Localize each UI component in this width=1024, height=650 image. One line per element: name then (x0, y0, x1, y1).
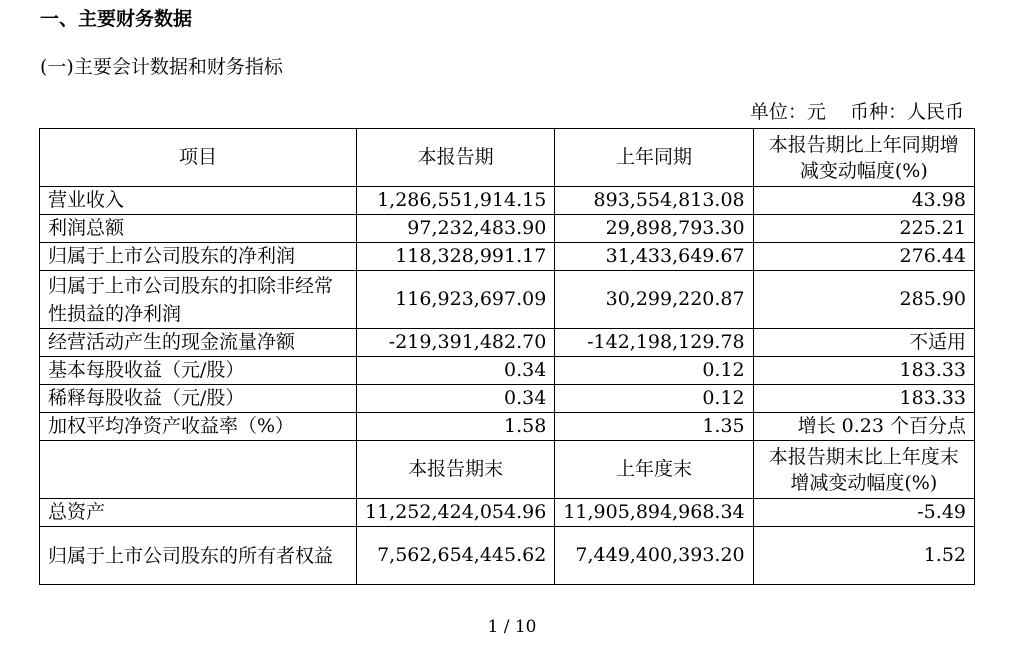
table-row (40, 187, 975, 215)
table-row (40, 329, 975, 357)
unit-currency-line: 单位：元 币种：人民币 (749, 101, 964, 123)
table-row (40, 413, 975, 441)
row-current: 118,328,991.17 (357, 243, 555, 271)
row-current: 7,562,654,445.62 (357, 527, 555, 585)
table-header-row (40, 129, 975, 187)
row-current: 11,252,424,054.96 (357, 499, 555, 527)
row-item: 经营活动产生的现金流量净额 (40, 329, 357, 357)
table-row (40, 499, 975, 527)
row-change: 增长 0.23 个百分点 (753, 413, 974, 441)
row-prior: 31,433,649.67 (555, 243, 753, 271)
row-item: 营业收入 (40, 187, 357, 215)
row-current: 0.34 (357, 385, 555, 413)
row-current: 116,923,697.09 (357, 271, 555, 329)
row-change: 285.90 (753, 271, 974, 329)
row-item: 归属于上市公司股东的扣除非经常性损益的净利润 (40, 271, 357, 329)
row-change: 不适用 (753, 329, 974, 357)
row-prior: 11,905,894,968.34 (555, 499, 753, 527)
row-item: 基本每股收益（元/股） (40, 357, 357, 385)
row-change: 225.21 (753, 215, 974, 243)
header-current: 本报告期末 (357, 441, 555, 499)
row-current: 1,286,551,914.15 (357, 187, 555, 215)
row-item: 归属于上市公司股东的净利润 (40, 243, 357, 271)
header-prior: 上年度末 (555, 441, 753, 499)
row-change: 276.44 (753, 243, 974, 271)
table-header-row-2 (40, 441, 975, 499)
table-row (40, 271, 975, 329)
financial-data-table (39, 128, 975, 585)
table-row (40, 215, 975, 243)
row-change: 43.98 (753, 187, 974, 215)
row-item: 总资产 (40, 499, 357, 527)
row-change: -5.49 (753, 499, 974, 527)
row-prior: 893,554,813.08 (555, 187, 753, 215)
row-change: 1.52 (753, 527, 974, 585)
subsection-title: (一)主要会计数据和财务指标 (40, 56, 283, 78)
row-prior: 7,449,400,393.20 (555, 527, 753, 585)
row-prior: -142,198,129.78 (555, 329, 753, 357)
header-change: 本报告期比上年同期增减变动幅度(%) (753, 129, 974, 187)
row-current: 0.34 (357, 357, 555, 385)
row-prior: 0.12 (555, 385, 753, 413)
header-current: 本报告期 (357, 129, 555, 187)
table-row (40, 243, 975, 271)
row-prior: 0.12 (555, 357, 753, 385)
row-item: 利润总额 (40, 215, 357, 243)
row-change: 183.33 (753, 357, 974, 385)
row-item: 归属于上市公司股东的所有者权益 (40, 527, 357, 585)
table-row (40, 357, 975, 385)
header-prior: 上年同期 (555, 129, 753, 187)
row-prior: 1.35 (555, 413, 753, 441)
row-prior: 29,898,793.30 (555, 215, 753, 243)
row-current: 97,232,483.90 (357, 215, 555, 243)
row-prior: 30,299,220.87 (555, 271, 753, 329)
header-item: 项目 (40, 129, 357, 187)
table-row (40, 385, 975, 413)
row-current: -219,391,482.70 (357, 329, 555, 357)
section-title: 一、主要财务数据 (40, 8, 193, 30)
row-item: 加权平均净资产收益率（%） (40, 413, 357, 441)
row-current: 1.58 (357, 413, 555, 441)
page-number: 1 / 10 (487, 617, 537, 637)
row-change: 183.33 (753, 385, 974, 413)
header-change: 本报告期末比上年度末增减变动幅度(%) (753, 441, 974, 499)
row-item: 稀释每股收益（元/股） (40, 385, 357, 413)
header-item (40, 441, 357, 499)
table-row (40, 527, 975, 585)
